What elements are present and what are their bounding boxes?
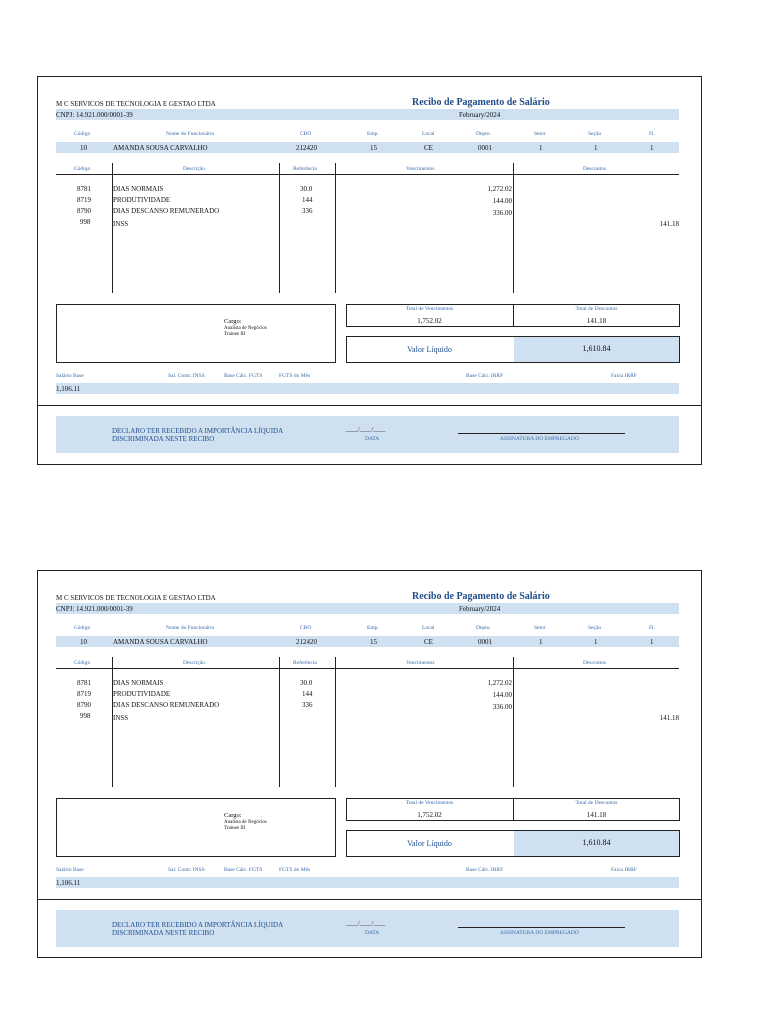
items-header-rule [56, 668, 679, 669]
date-blank: ____/____/____ [346, 921, 386, 927]
col-fl-header: Fl. [649, 625, 655, 631]
signature-line [458, 433, 625, 434]
col-cbo-header: CBO [300, 131, 312, 137]
item-referencia: 144 [302, 690, 313, 698]
declaration-line2: DISCRIMINADA NESTE RECIBO [112, 929, 215, 937]
items-referencia-header: Referência [293, 166, 317, 172]
item-vencimentos: 1,272.02 [487, 679, 512, 687]
total-vencimentos-value: 1,752.02 [417, 317, 442, 325]
items-descricao-header: Descrição [183, 660, 205, 666]
item-codigo: 8719 [77, 690, 91, 698]
item-descricao: DIAS DESCANSO REMUNERADO [113, 207, 220, 215]
item-descricao: PRODUTIVIDADE [113, 690, 171, 698]
item-codigo: 8719 [77, 196, 91, 204]
item-referencia: 30.0 [300, 185, 313, 193]
employee-depto: 0001 [478, 638, 492, 646]
base-calc-irrf-label: Base Cálc. IRRF [466, 373, 504, 379]
item-codigo: 998 [80, 712, 91, 720]
signature-line [458, 927, 625, 928]
faixa-irrf-label: Faixa IRRF [611, 867, 637, 873]
declaration-separator [38, 899, 701, 900]
company-cnpj: CNPJ: 14.921.000/0001-39 [56, 111, 133, 119]
employee-emp: 15 [370, 144, 377, 152]
date-label: DATA [365, 436, 380, 442]
items-codigo-header: Código [74, 166, 91, 172]
col-depto-header: Depto. [476, 625, 491, 631]
bases-band [56, 383, 679, 394]
item-referencia: 336 [302, 207, 313, 215]
employee-setor: 1 [539, 144, 543, 152]
item-descricao: INSS [113, 220, 129, 228]
liquido-label: Valor Líquido [407, 839, 452, 848]
employee-cbo: 212420 [296, 144, 317, 152]
col-codigo-header: Código [74, 625, 91, 631]
employee-secao: 1 [594, 144, 598, 152]
total-vencimentos-label: Total de Vencimentos [405, 800, 454, 806]
col-nome-header: Nome do Funcionário [166, 625, 215, 631]
employee-cbo: 212420 [296, 638, 317, 646]
item-referencia: 144 [302, 196, 313, 204]
cnpj-band [56, 603, 679, 614]
declaration-line2: DISCRIMINADA NESTE RECIBO [112, 435, 215, 443]
item-descontos: 141.18 [659, 220, 679, 228]
items-referencia-header: Referência [293, 660, 317, 666]
liquido-label: Valor Líquido [407, 345, 452, 354]
items-divider-3 [335, 163, 336, 293]
employee-setor: 1 [539, 638, 543, 646]
salario-base-value: 1,106.11 [56, 879, 81, 887]
item-codigo: 8790 [77, 207, 91, 215]
col-depto-header: Depto. [476, 131, 491, 137]
total-descontos-label: Total de Descontos [575, 306, 618, 312]
period: February/2024 [459, 605, 501, 613]
items-vencimentos-header: Vencimentos [406, 660, 435, 666]
items-divider-4 [513, 657, 514, 787]
sal-contr-inss-label: Sal. Contr. INSS [168, 373, 205, 379]
fgts-mes-label: FGTS do Mês [279, 867, 311, 873]
items-codigo-header: Código [74, 660, 91, 666]
item-descricao: INSS [113, 714, 129, 722]
item-codigo: 998 [80, 218, 91, 226]
cargo-box [56, 798, 336, 857]
cargo-label: Cargo: [224, 812, 242, 819]
company-name: M C SERVICOS DE TECNOLOGIA E GESTAO LTDA [56, 594, 216, 602]
col-emp-header: Emp. [367, 625, 379, 631]
liquido-value: 1,610.84 [582, 344, 611, 353]
employee-codigo: 10 [80, 144, 87, 152]
item-codigo: 8781 [77, 185, 91, 193]
item-descricao: PRODUTIVIDADE [113, 196, 171, 204]
item-descricao: DIAS NORMAIS [113, 679, 164, 687]
cargo-label: Cargo: [224, 318, 242, 325]
item-vencimentos: 144.00 [492, 197, 512, 205]
item-descontos: 141.18 [659, 714, 679, 722]
employee-local: CE [424, 638, 433, 646]
cargo-line2: Trainee III [224, 332, 246, 337]
declaration-separator [38, 405, 701, 406]
col-fl-header: Fl. [649, 131, 655, 137]
salario-base-value: 1,106.11 [56, 385, 81, 393]
items-divider-1 [112, 657, 113, 787]
item-referencia: 30.0 [300, 679, 313, 687]
col-setor-header: Setor [534, 625, 546, 631]
signature-label: ASSINATURA DO EMPREGADO [500, 436, 579, 442]
item-vencimentos: 144.00 [492, 691, 512, 699]
date-label: DATA [365, 930, 380, 936]
company-cnpj: CNPJ: 14.921.000/0001-39 [56, 605, 133, 613]
items-descontos-header: Descontos [583, 166, 606, 172]
total-descontos-label: Total de Descontos [575, 800, 618, 806]
period: February/2024 [459, 111, 501, 119]
receipt-copy-2 [37, 570, 702, 958]
item-vencimentos: 336.00 [492, 703, 512, 711]
total-descontos-value: 141.18 [586, 317, 607, 325]
col-nome-header: Nome do Funcionário [166, 131, 215, 137]
col-cbo-header: CBO [300, 625, 312, 631]
col-local-header: Local [422, 625, 435, 631]
employee-local: CE [424, 144, 433, 152]
total-descontos-value: 141.18 [586, 811, 607, 819]
items-divider-2 [279, 163, 280, 293]
fgts-mes-label: FGTS do Mês [279, 373, 311, 379]
receipt-title: Recibo de Pagamento de Salário [412, 591, 550, 602]
cargo-box [56, 304, 336, 363]
items-divider-2 [279, 657, 280, 787]
employee-fl: 1 [650, 638, 654, 646]
liquido-value: 1,610.84 [582, 838, 611, 847]
col-secao-header: Seção [588, 131, 602, 137]
total-vencimentos-value: 1,752.02 [417, 811, 442, 819]
items-divider-1 [112, 163, 113, 293]
base-calc-fgts-label: Base Cálc. FGTS [224, 373, 263, 379]
date-blank: ____/____/____ [346, 427, 386, 433]
items-header-rule [56, 174, 679, 175]
cargo-line1: Analista de Negócios [224, 820, 267, 825]
base-calc-irrf-label: Base Cálc. IRRF [466, 867, 504, 873]
bases-band [56, 877, 679, 888]
employee-fl: 1 [650, 144, 654, 152]
signature-label: ASSINATURA DO EMPREGADO [500, 930, 579, 936]
item-codigo: 8790 [77, 701, 91, 709]
col-setor-header: Setor [534, 131, 546, 137]
employee-nome: AMANDA SOUSA CARVALHO [113, 144, 208, 152]
cargo-line2: Trainee III [224, 826, 246, 831]
declaration-line1: DECLARO TER RECEBIDO A IMPORTÂNCIA LÍQUIDA [112, 427, 284, 435]
total-vencimentos-label: Total de Vencimentos [405, 306, 454, 312]
item-descricao: DIAS NORMAIS [113, 185, 164, 193]
employee-emp: 15 [370, 638, 377, 646]
items-divider-4 [513, 163, 514, 293]
employee-nome: AMANDA SOUSA CARVALHO [113, 638, 208, 646]
employee-codigo: 10 [80, 638, 87, 646]
employee-depto: 0001 [478, 144, 492, 152]
item-descricao: DIAS DESCANSO REMUNERADO [113, 701, 220, 709]
col-secao-header: Seção [588, 625, 602, 631]
items-divider-3 [335, 657, 336, 787]
col-codigo-header: Código [74, 131, 91, 137]
col-emp-header: Emp. [367, 131, 379, 137]
item-codigo: 8781 [77, 679, 91, 687]
employee-secao: 1 [594, 638, 598, 646]
salario-base-label: Salário Base [56, 373, 84, 379]
item-referencia: 336 [302, 701, 313, 709]
cargo-line1: Analista de Negócios [224, 326, 267, 331]
items-descricao-header: Descrição [183, 166, 205, 172]
items-vencimentos-header: Vencimentos [406, 166, 435, 172]
item-vencimentos: 336.00 [492, 209, 512, 217]
col-local-header: Local [422, 131, 435, 137]
company-name: M C SERVICOS DE TECNOLOGIA E GESTAO LTDA [56, 100, 216, 108]
items-descontos-header: Descontos [583, 660, 606, 666]
sal-contr-inss-label: Sal. Contr. INSS [168, 867, 205, 873]
cnpj-band [56, 109, 679, 120]
receipt-copy-1 [37, 76, 702, 465]
item-vencimentos: 1,272.02 [487, 185, 512, 193]
declaration-line1: DECLARO TER RECEBIDO A IMPORTÂNCIA LÍQUIDA [112, 921, 284, 929]
receipt-title: Recibo de Pagamento de Salário [412, 97, 550, 108]
salario-base-label: Salário Base [56, 867, 84, 873]
base-calc-fgts-label: Base Cálc. FGTS [224, 867, 263, 873]
faixa-irrf-label: Faixa IRRF [611, 373, 637, 379]
